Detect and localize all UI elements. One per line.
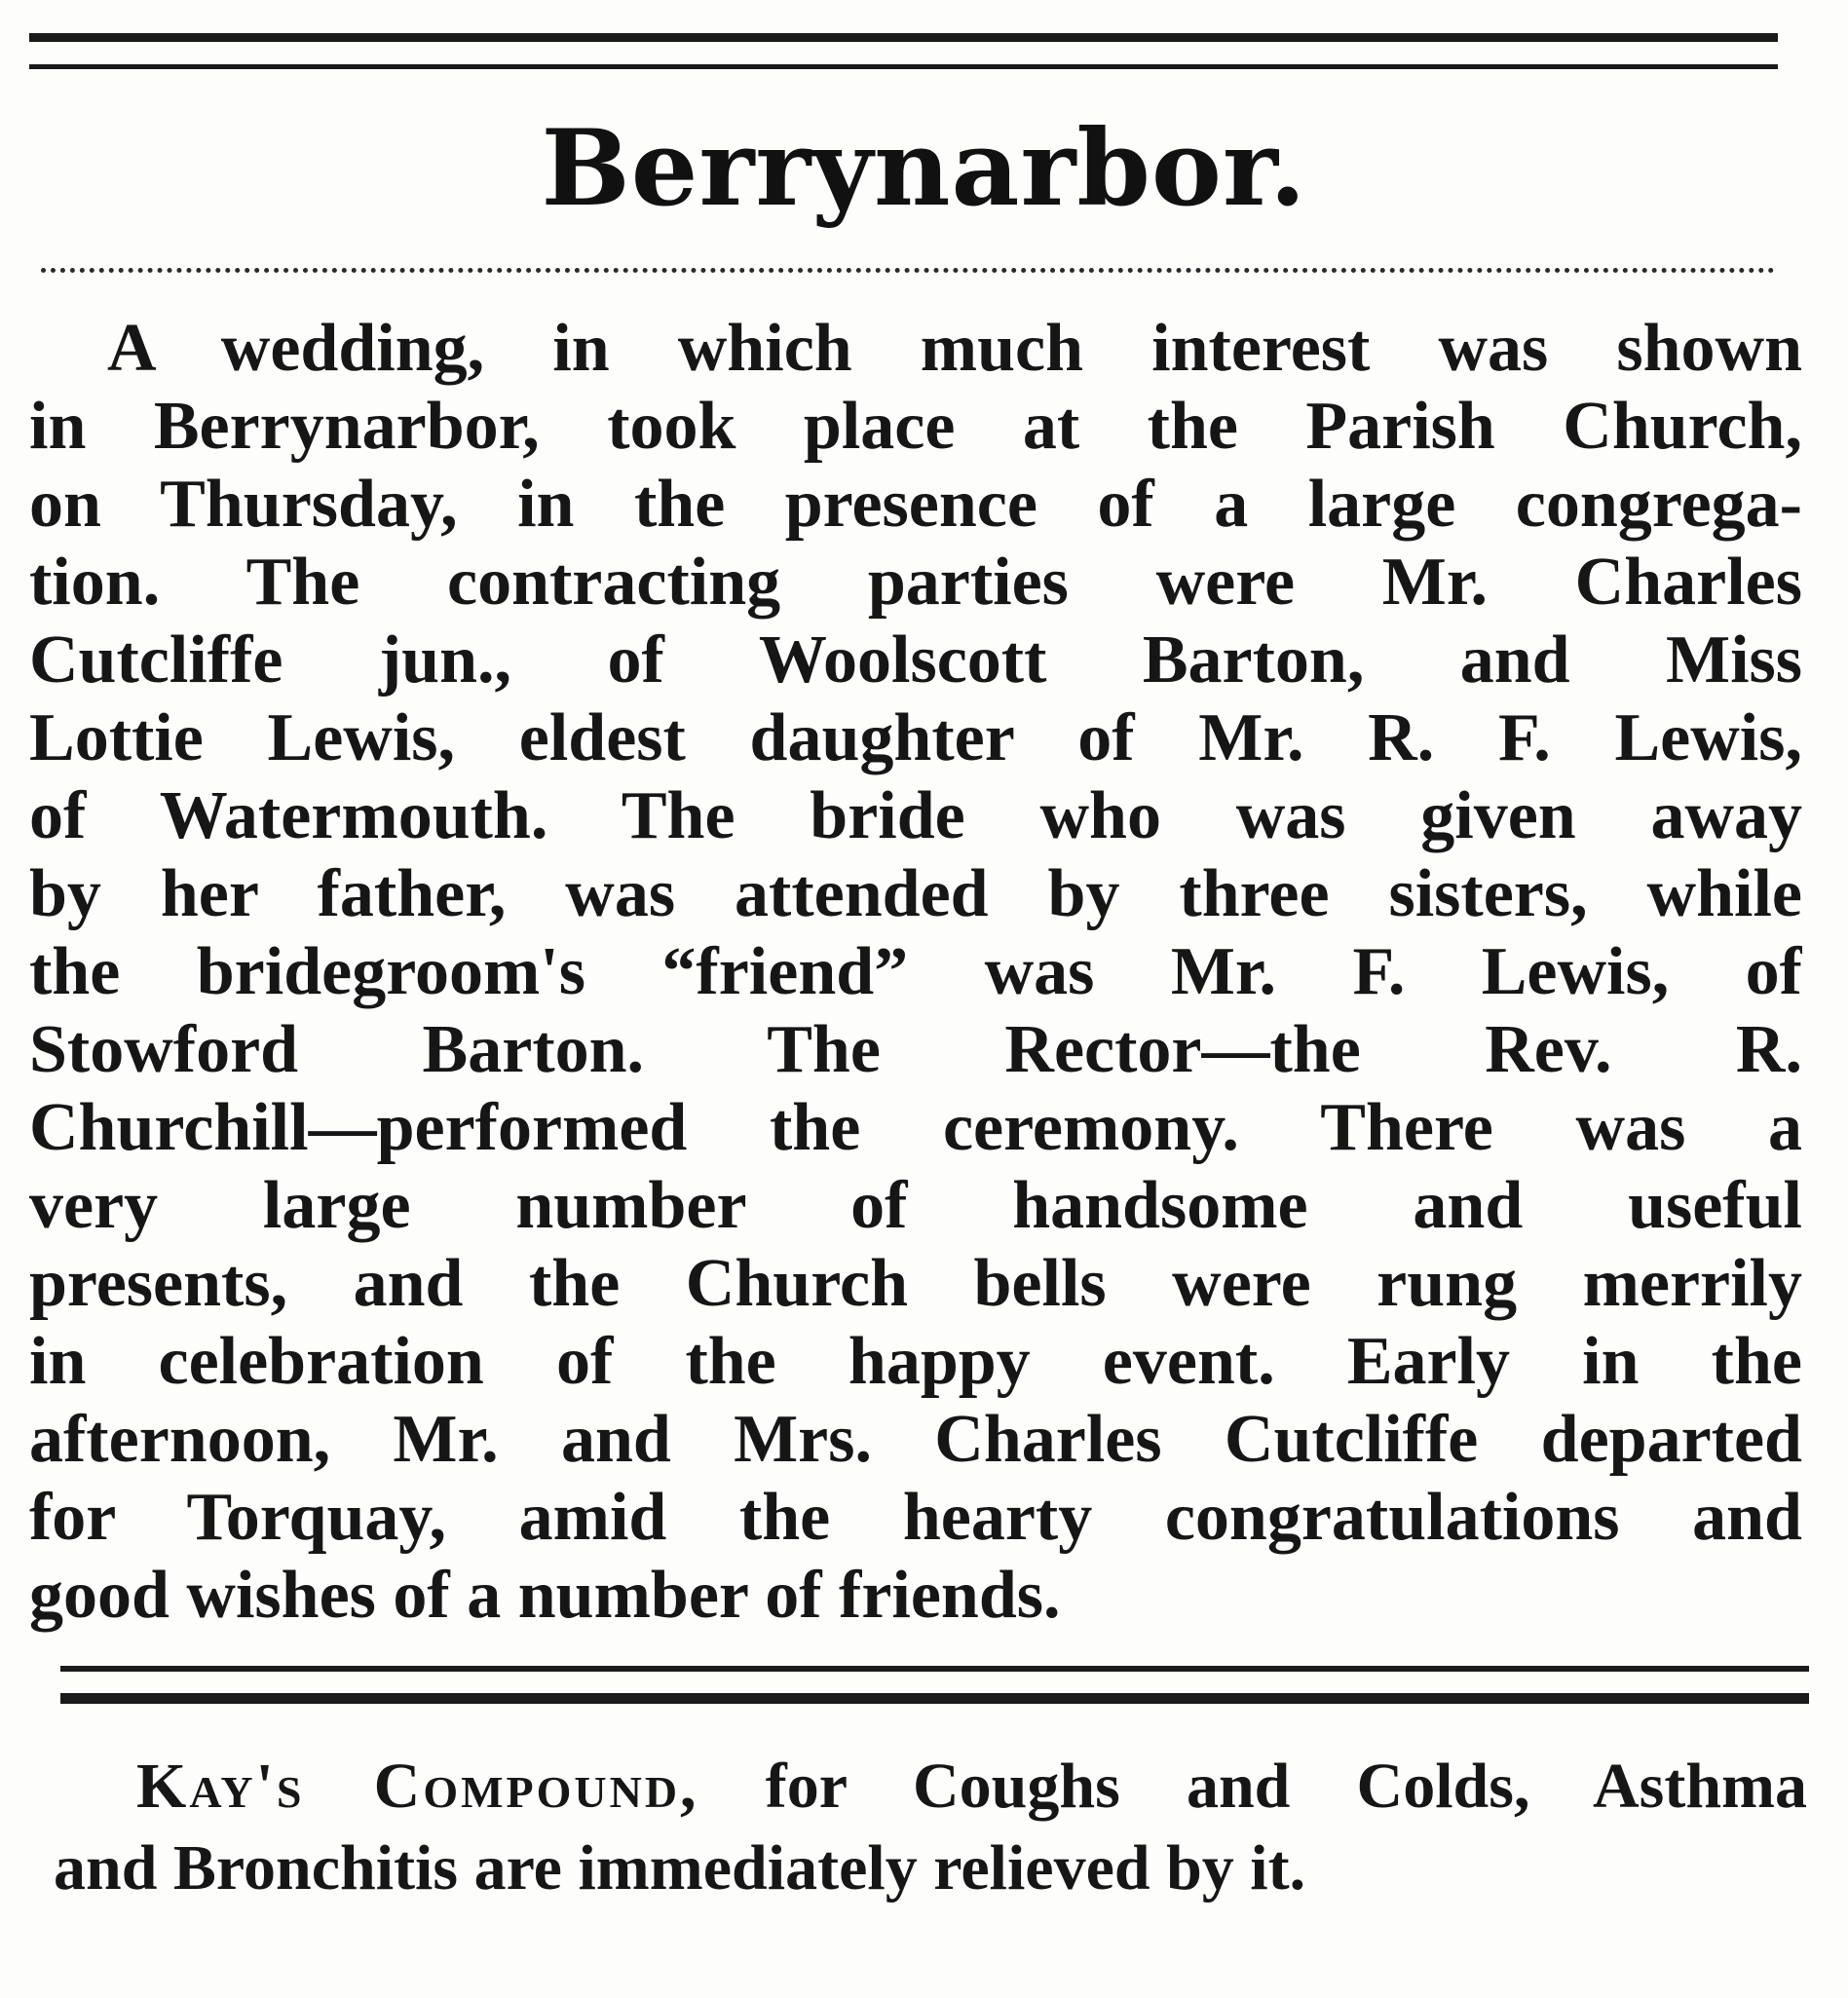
article-line: for Torquay, amid the hearty congratulations and <box>29 1480 1802 1555</box>
article-line: A wedding, in which much interest was shown <box>107 311 1802 386</box>
advert-line1-text: for Coughs and Colds, Asthma <box>765 1751 1807 1822</box>
article-line: by her father, was attended by three sisters, while <box>29 856 1802 931</box>
article-line: in Berrynarbor, took place at the Parish Church, <box>29 389 1802 464</box>
article-body <box>29 310 1802 1635</box>
advert-line: and Bronchitis are immediately relieved by it. <box>54 1832 1306 1904</box>
bottom-rule-thick <box>60 1693 1809 1704</box>
article-line: of Watermouth. The bride who was given away <box>29 778 1802 853</box>
article-line: afternoon, Mr. and Mrs. Charles Cutcliffe departed <box>29 1402 1802 1477</box>
top-rule-thick <box>29 33 1778 42</box>
section-heading: Berrynarbor. <box>541 107 1307 230</box>
advert-line <box>54 1746 1807 1828</box>
bottom-rule-thin <box>60 1666 1809 1672</box>
article-line: very large number of handsome and useful <box>29 1168 1802 1243</box>
top-rule-thin <box>29 64 1778 69</box>
article-line: on Thursday, in the presence of a large congrega- <box>29 467 1802 542</box>
article-line: Churchill—performed the ceremony. There was a <box>29 1090 1802 1165</box>
article-line: Lottie Lewis, eldest daughter of Mr. R. F. Lewis, <box>29 700 1802 775</box>
advertisement <box>54 1746 1807 1909</box>
dotted-separator <box>41 268 1775 273</box>
article-line: Stowford Barton. The Rector—the Rev. R. <box>29 1012 1802 1087</box>
article-line: presents, and the Church bells were rung merrily <box>29 1246 1802 1321</box>
article-line: in celebration of the happy event. Early in the <box>29 1324 1802 1399</box>
advert-product-name: Kay's Compound, <box>136 1751 699 1822</box>
article-line: the bridegroom's “friend” was Mr. F. Lewis, of <box>29 934 1802 1009</box>
article-line: tion. The contracting parties were Mr. Charles <box>29 545 1802 620</box>
article-line: Cutcliffe jun., of Woolscott Barton, and Miss <box>29 622 1802 697</box>
article-line: good wishes of a number of friends. <box>29 1558 1061 1633</box>
